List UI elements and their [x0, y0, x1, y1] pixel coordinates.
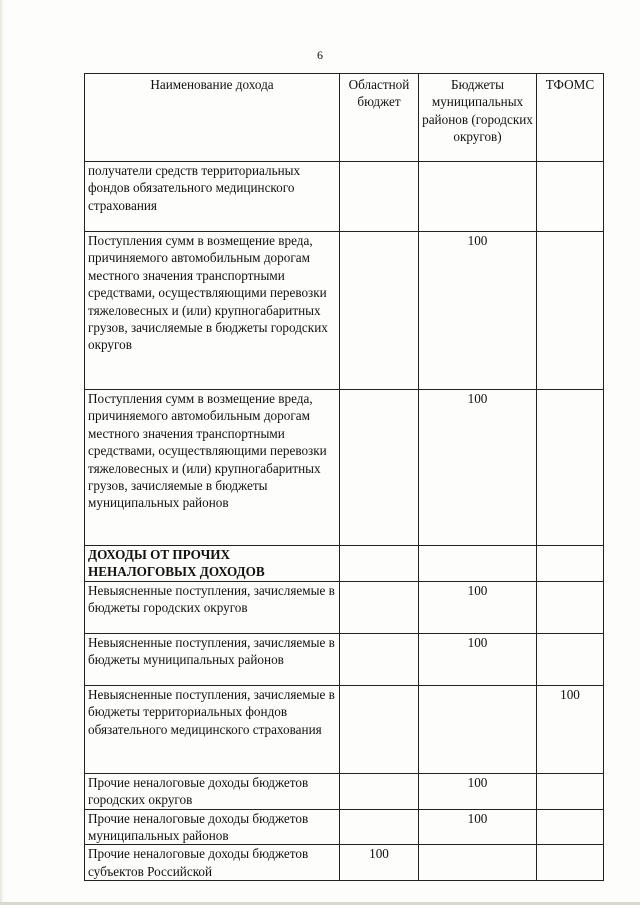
municipal-budgets-cell: 100 — [419, 773, 537, 809]
revenue-name-cell: Невыясненные поступления, зачисляемые в бюджеты городских округов — [85, 581, 340, 633]
revenue-name-cell: Прочие неналоговые доходы бюджетов муниципальных районов — [85, 809, 340, 845]
table-row — [85, 390, 604, 546]
municipal-budgets-cell — [419, 685, 537, 773]
regional-budget-cell — [340, 773, 419, 809]
municipal-budgets-cell — [419, 162, 537, 232]
regional-budget-cell: 100 — [340, 845, 419, 881]
tfoms-cell — [537, 633, 604, 685]
revenue-name-cell: Невыясненные поступления, зачисляемые в бюджеты территориальных фондов обязательного медицинского страхования — [85, 685, 340, 773]
tfoms-cell — [537, 845, 604, 881]
regional-budget-cell — [340, 685, 419, 773]
municipal-budgets-cell: 100 — [419, 232, 537, 390]
revenue-distribution-table — [84, 73, 604, 881]
revenue-name-cell: Поступления сумм в возмещение вреда, причиняемого автомобильным дорогам местного значения транспортными средствами, осуществляющими перевозки тяжеловесных и (или) крупногабаритных грузов, зачисляемые в бюджеты городских округов — [85, 232, 340, 390]
revenue-name-cell: Прочие неналоговые доходы бюджетов городских округов — [85, 773, 340, 809]
municipal-budgets-cell — [419, 845, 537, 881]
tfoms-cell — [537, 581, 604, 633]
municipal-budgets-cell: 100 — [419, 390, 537, 546]
tfoms-cell — [537, 162, 604, 232]
table-row — [85, 546, 604, 582]
regional-budget-cell — [340, 390, 419, 546]
header-revenue-name: Наименование дохода — [85, 74, 340, 162]
revenue-name-cell: ДОХОДЫ ОТ ПРОЧИХ НЕНАЛОГОВЫХ ДОХОДОВ — [85, 546, 340, 582]
header-regional-budget: Областной бюджет — [340, 74, 419, 162]
table-row — [85, 581, 604, 633]
table-row — [85, 162, 604, 232]
tfoms-cell — [537, 390, 604, 546]
table-header-row — [85, 74, 604, 162]
regional-budget-cell — [340, 581, 419, 633]
revenue-name-cell: Невыясненные поступления, зачисляемые в бюджеты муниципальных районов — [85, 633, 340, 685]
tfoms-cell — [537, 809, 604, 845]
municipal-budgets-cell: 100 — [419, 809, 537, 845]
regional-budget-cell — [340, 633, 419, 685]
revenue-name-cell: получатели средств территориальных фондов обязательного медицинского страхования — [85, 162, 340, 232]
table-row — [85, 845, 604, 881]
tfoms-cell — [537, 232, 604, 390]
regional-budget-cell — [340, 162, 419, 232]
regional-budget-cell — [340, 809, 419, 845]
table-row — [85, 633, 604, 685]
revenue-name-cell: Прочие неналоговые доходы бюджетов субъектов Российской — [85, 845, 340, 881]
table-row — [85, 232, 604, 390]
tfoms-cell: 100 — [537, 685, 604, 773]
tfoms-cell — [537, 773, 604, 809]
header-tfoms: ТФОМС — [537, 74, 604, 162]
header-municipal-budgets: Бюджеты муниципальных районов (городских округов) — [419, 74, 537, 162]
table-row — [85, 685, 604, 773]
page-number: 6 — [317, 48, 323, 62]
regional-budget-cell — [340, 546, 419, 582]
scan-edge-shadow — [0, 0, 4, 905]
regional-budget-cell — [340, 232, 419, 390]
municipal-budgets-cell — [419, 546, 537, 582]
tfoms-cell — [537, 546, 604, 582]
table-row — [85, 809, 604, 845]
table-row — [85, 773, 604, 809]
municipal-budgets-cell: 100 — [419, 633, 537, 685]
municipal-budgets-cell: 100 — [419, 581, 537, 633]
revenue-name-cell: Поступления сумм в возмещение вреда, причиняемого автомобильным дорогам местного значения транспортными средствами, осуществляющими перевозки тяжеловесных и (или) крупногабаритных грузов, зачисляемые в бюджеты муниципальных районов — [85, 390, 340, 546]
table-body — [85, 162, 604, 881]
